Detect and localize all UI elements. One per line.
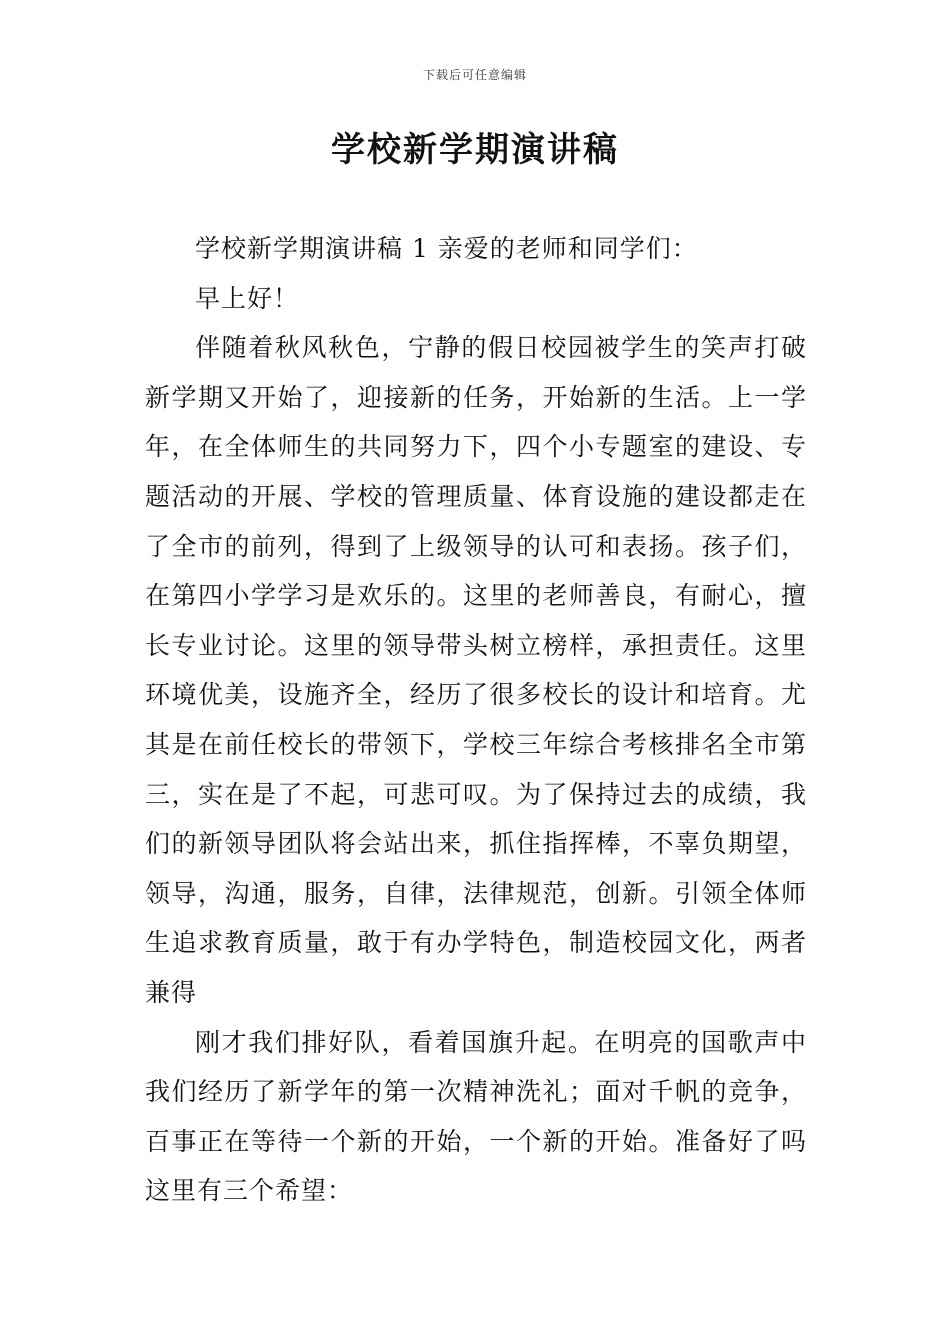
paragraph-good-morning: 早上好！ xyxy=(195,283,300,313)
document-title: 学校新学期演讲稿 xyxy=(331,130,619,170)
paragraph-greeting: 学校新学期演讲稿 1 亲爱的老师和同学们： xyxy=(195,234,698,263)
document-body xyxy=(145,224,807,1216)
header-note: 下载后可任意编辑 xyxy=(422,68,527,82)
paragraph-flag-ceremony: 刚才我们排好队，看着国旗升起。在明亮的国歌声中我们经历了新学年的第一次精神洗礼；面对千帆的竞争，百事正在等待一个新的开始，一个新的开始。准备好了吗这里有三个希望： xyxy=(145,1027,807,1206)
paragraph-school-review: 伴随着秋风秋色，宁静的假日校园被学生的笑声打破新学期又开始了，迎接新的任务，开始新的生活。上一学年，在全体师生的共同努力下，四个小专题室的建设、专题活动的开展、学校的管理质量、体育设施的建设都走在了全市的前列，得到了上级领导的认可和表扬。孩子们，在第四小学学习是欢乐的。这里的老师善良，有耐心，擅长专业讨论。这里的领导带头树立榜样，承担责任。这里环境优美，设施齐全，经历了很多校长的设计和培育。尤其是在前任校长的带领下，学校三年综合考核排名全市第三，实在是了不起，可悲可叹。为了保持过去的成绩，我们的新领导团队将会站出来，抓住指挥棒，不辜负期望，领导，沟通，服务，自律，法律规范，创新。引领全体师生追求教育质量，敢于有办学特色，制造校园文化，两者兼得 xyxy=(145,333,807,1007)
